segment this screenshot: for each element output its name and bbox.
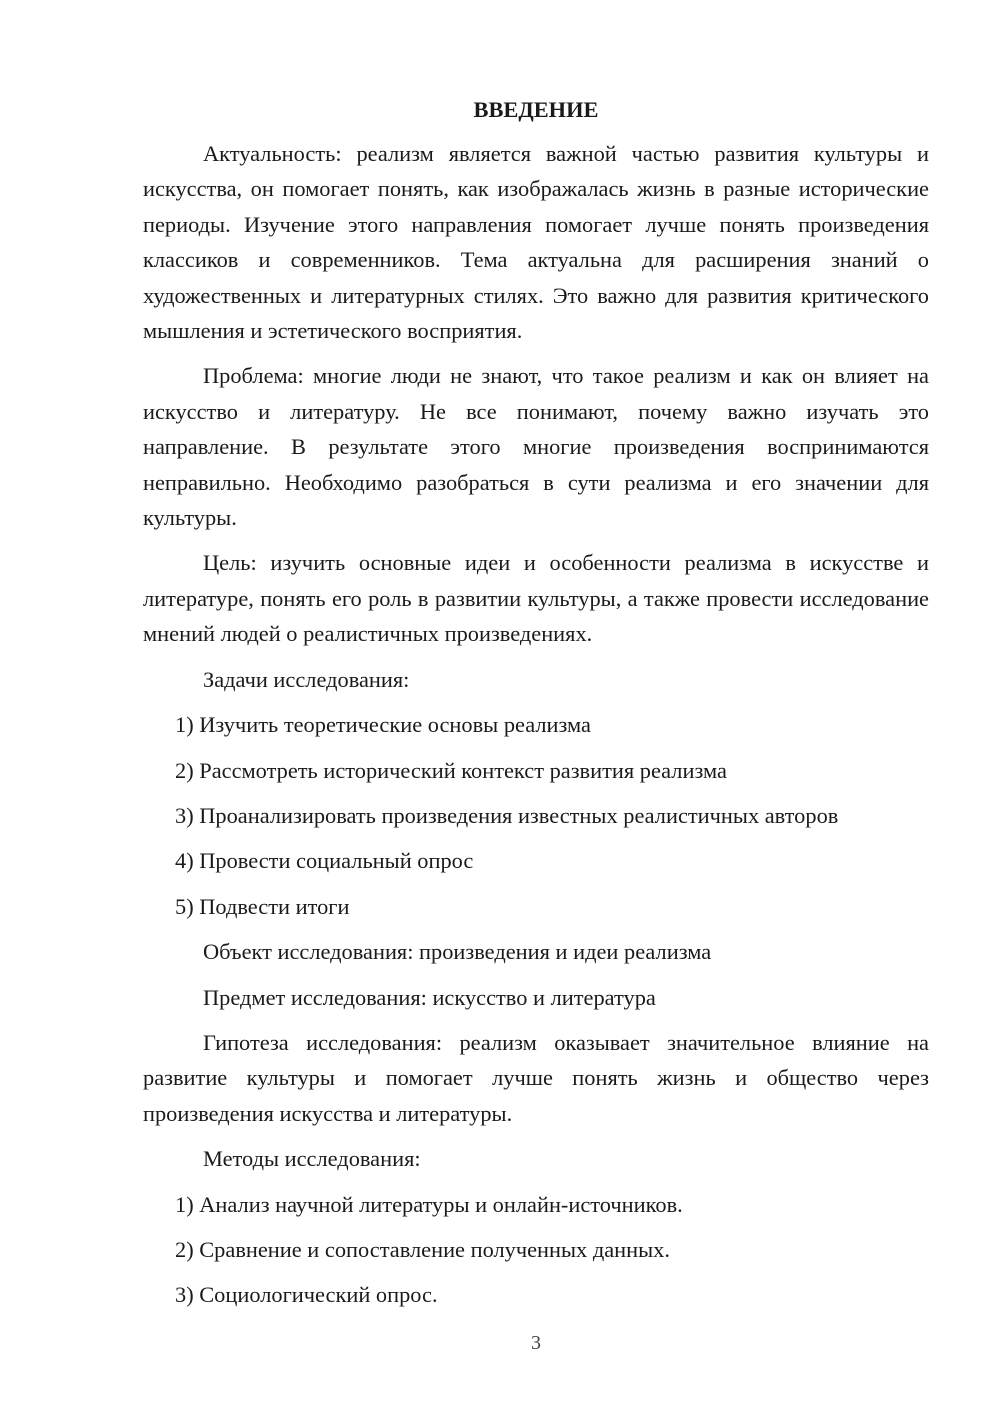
document-page bbox=[143, 90, 929, 1323]
methods-list bbox=[143, 1187, 929, 1313]
page-title: ВВЕДЕНИЕ bbox=[473, 97, 599, 122]
page-number: 3 bbox=[531, 1332, 541, 1354]
list-item: 3) Социологический опрос. bbox=[175, 1282, 438, 1308]
hypothesis-paragraph: Гипотеза исследования: реализм оказывает значительное влияние на развитие культуры и помогает лучше понять жизнь и общество через произведения искусства и литературы. bbox=[143, 1029, 929, 1126]
goal-paragraph: Цель: изучить основные идеи и особенности реализма в искусстве и литературе, понять его роль в развитии культуры, а также провести исследование мнений людей о реалистичных произведениях. bbox=[143, 550, 929, 647]
tasks-list bbox=[143, 707, 929, 924]
list-item: 1) Анализ научной литературы и онлайн-источников. bbox=[175, 1191, 683, 1217]
subject-line: Предмет исследования: искусство и литература bbox=[203, 984, 656, 1010]
tasks-heading: Задачи исследования: bbox=[203, 666, 410, 692]
problem-paragraph: Проблема: многие люди не знают, что такое реализм и как он влияет на искусство и литературу. Не все понимают, почему важно изучать это направление. В результате этого многие произведения воспринимаются неправильно. Необходимо разобраться в сути реализма и его значении для культуры. bbox=[143, 363, 929, 531]
methods-heading: Методы исследования: bbox=[203, 1146, 421, 1172]
relevance-paragraph: Актуальность: реализм является важной частью развития культуры и искусства, он помогает понять, как изображалась жизнь в разные исторические периоды. Изучение этого направления помогает лучше понять произведения классиков и современников. Тема актуальна для расширения знаний о художественных и литературных стилях. Это важно для развития критического мышления и эстетического восприятия. bbox=[143, 141, 929, 344]
list-item: 5) Подвести итоги bbox=[175, 893, 350, 919]
list-item: 2) Сравнение и сопоставление полученных данных. bbox=[175, 1236, 670, 1262]
list-item: 4) Провести социальный опрос bbox=[175, 848, 474, 874]
list-item: 2) Рассмотреть исторический контекст развития реализма bbox=[175, 757, 727, 783]
object-line: Объект исследования: произведения и идеи реализма bbox=[203, 939, 712, 965]
list-item: 1) Изучить теоретические основы реализма bbox=[175, 712, 591, 738]
list-item: 3) Проанализировать произведения известных реалистичных авторов bbox=[175, 802, 839, 828]
